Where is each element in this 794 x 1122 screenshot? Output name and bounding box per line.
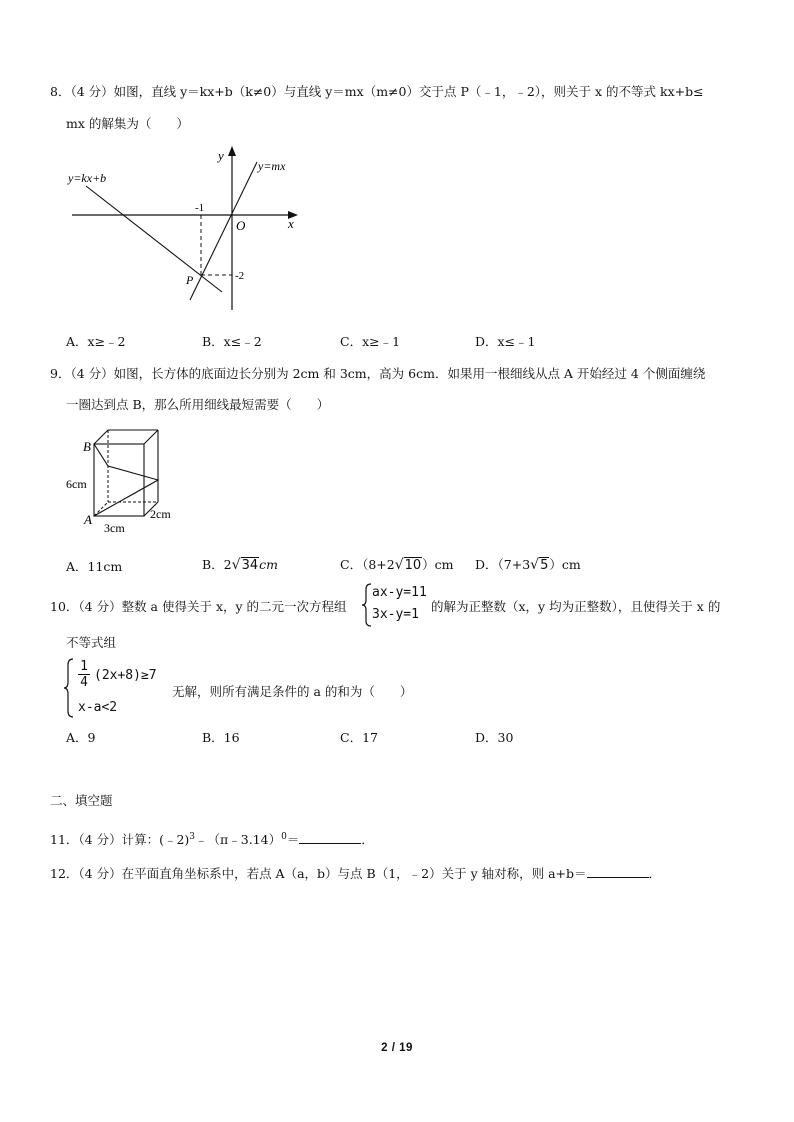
q9-option-b: B．2√34cm — [202, 557, 278, 573]
q10-option-a: A．9 — [66, 730, 96, 745]
label-depth: 2cm — [150, 507, 171, 521]
q8-line1: 8．（4 分）如图，直线 y＝kx+b（k≠0）与直线 y＝mx（m≠0）交于点 P（﹣1，﹣2），则关于 x 的不等式 kx+b≤ — [50, 84, 704, 99]
q9-option-d: D．（7+3√5）cm — [475, 557, 581, 573]
label-width: 3cm — [104, 521, 125, 535]
q12: 12．（4 分）在平面直角坐标系中，若点 A（a，b）与点 B（1，﹣2）关于 y 轴对称，则 a+b＝ ． — [50, 866, 662, 881]
q8-option-a: A．x≥﹣2 — [66, 334, 126, 349]
q10-ineq2: x-a<2 — [78, 700, 118, 715]
q10-brace-2 — [64, 658, 74, 718]
q9-line2: 一圈达到点 B，那么所用细线最短需要（ ） — [66, 397, 330, 412]
q11-answer-blank[interactable] — [299, 831, 361, 844]
q10-eq2: 3x-y=1 — [372, 607, 419, 622]
q9-option-a: A．11cm — [66, 559, 123, 574]
q10-ineq1: (2x+8)≥7 — [94, 668, 157, 683]
q8-option-d: D．x≤﹣1 — [475, 334, 536, 349]
label-b: B — [83, 439, 91, 454]
q10-brace-1 — [362, 583, 372, 627]
q11-exponent-0: 0 — [281, 831, 287, 842]
label-point-p: P — [186, 273, 194, 287]
q9-line1: 9．（4 分）如图，长方体的底面边长分别为 2cm 和 3cm，高为 6cm．如果用一根细线从点 A 开始经过 4 个侧面缠绕 — [50, 366, 706, 381]
label-axis-x: x — [288, 216, 294, 231]
q10-prefix: 10．（4 分）整数 a 使得关于 x，y 的二元一次方程组 — [50, 599, 347, 614]
label-a: A — [84, 512, 92, 527]
fraction-denominator: 4 — [80, 675, 88, 690]
q11-exponent-3: 3 — [189, 831, 196, 842]
label-mx: y=mx — [258, 159, 286, 173]
label-tick-neg2: -2 — [235, 270, 245, 282]
q8-option-b: B．x≤﹣2 — [202, 334, 262, 349]
q10-option-b: B．16 — [202, 730, 240, 745]
q8-line2: mx 的解集为（ ） — [66, 116, 189, 131]
section-title: 二、填空题 — [50, 793, 113, 808]
q12-answer-blank[interactable] — [587, 865, 649, 878]
q8-option-c: C．x≥﹣1 — [340, 334, 401, 349]
label-height: 6cm — [66, 477, 87, 491]
sqrt-10: √10 — [394, 557, 422, 573]
q10-option-d: D．30 — [475, 730, 514, 745]
label-axis-y: y — [218, 148, 224, 163]
q8-figure — [62, 142, 312, 317]
label-tick-neg1: -1 — [195, 202, 205, 214]
q10-option-c: C．17 — [340, 730, 378, 745]
line-mx — [190, 162, 257, 300]
y-axis-arrow — [228, 146, 236, 156]
q10-line2: 不等式组 — [66, 635, 117, 650]
q10-tail: 无解，则所有满足条件的 a 的和为（ ） — [172, 684, 413, 699]
label-kx-b: y=kx+b — [68, 171, 107, 185]
sqrt-34: √34 — [231, 557, 259, 573]
string-path — [94, 444, 158, 516]
q10-eq1: ax-y=11 — [372, 585, 427, 600]
q11: 11．（4 分）计算：(﹣2)$^3$﹣（π﹣3.14）$^0$＝ ． — [50, 831, 374, 847]
sqrt-5: √5 — [530, 557, 549, 573]
q9-option-c: C．（8+2√10）cm — [340, 557, 454, 573]
fraction-numerator: 1 — [80, 659, 88, 674]
q9-figure — [64, 424, 189, 536]
q10-suffix: 的解为正整数（x，y 均为正整数），且使得关于 x 的 — [431, 599, 721, 614]
q10-fraction — [78, 659, 90, 690]
page-number: 2 / 19 — [381, 1042, 413, 1054]
label-origin: O — [236, 218, 246, 233]
